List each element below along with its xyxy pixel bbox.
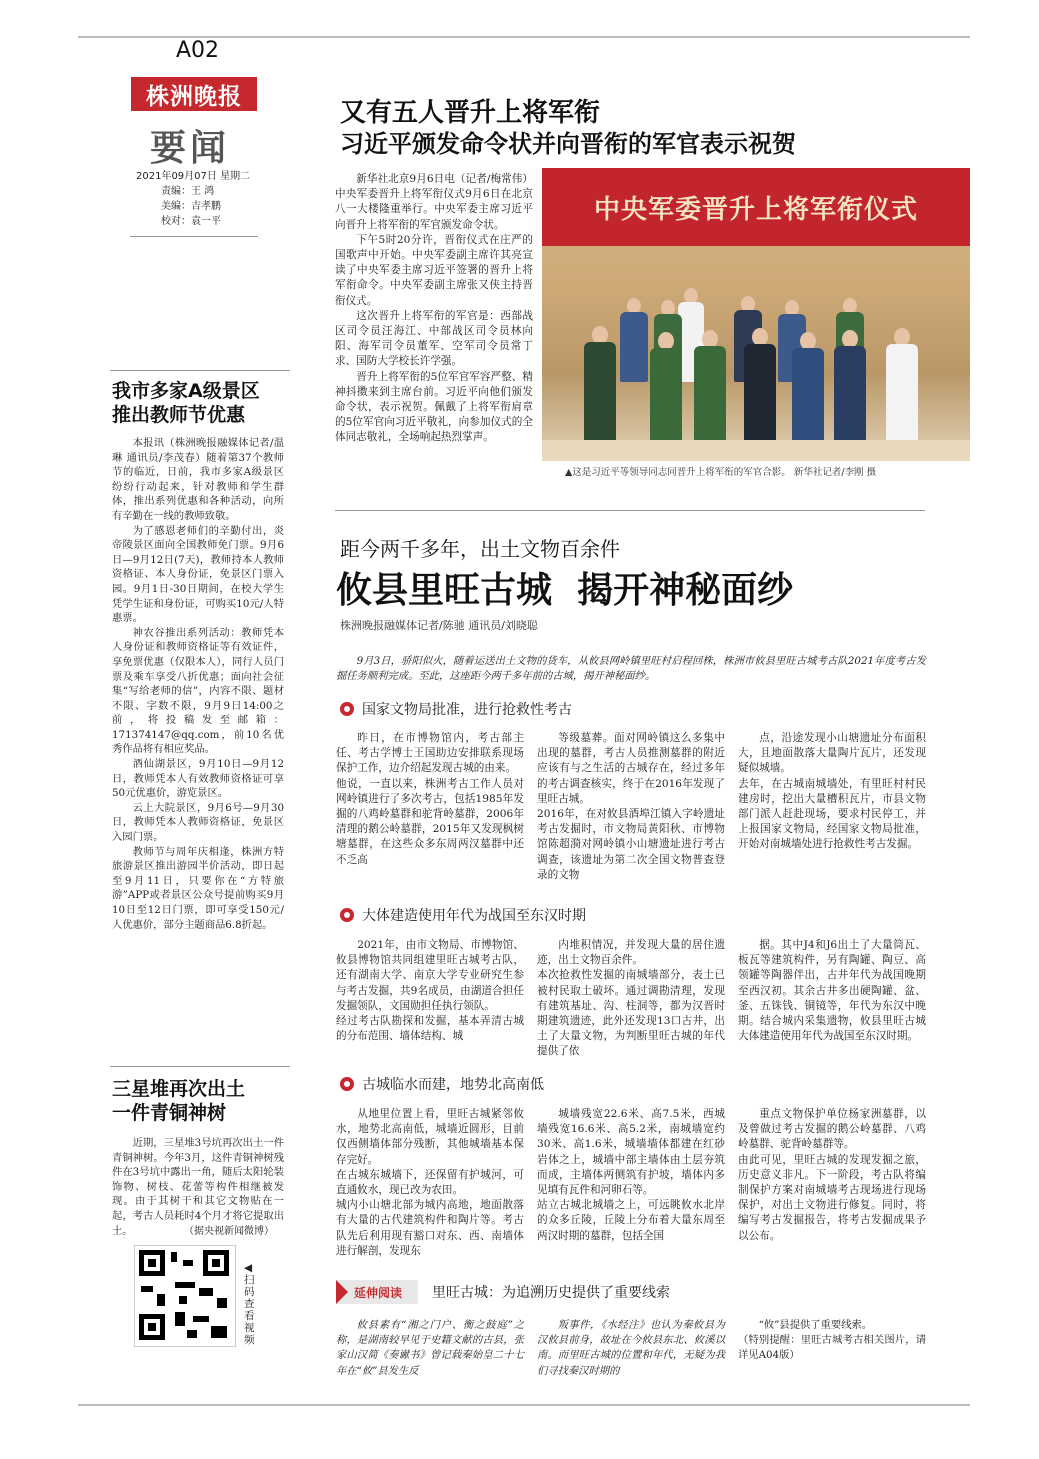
main-title: 攸县里旺古城 揭开神秘面纱	[336, 570, 794, 611]
extended-col1-text: 攸县素有“湘之门户、衡之鼓庭”之称，是湖南较早见于史籍文献的古县，张家山汉简《奏谳书》曾记载秦始皇二十七年在“攸”县发生反	[336, 1319, 524, 1377]
photo-figure	[694, 346, 726, 442]
sidebar1-body	[112, 436, 284, 932]
extended-col2	[537, 1318, 725, 1379]
lead-title-line1: 又有五人晋升上将军衔	[340, 98, 601, 128]
photo-figure	[792, 348, 824, 442]
extended-col3	[738, 1318, 926, 1364]
qr-module	[171, 1252, 177, 1262]
photo-banner-text: 中央军委晋升上将军衔仪式	[593, 194, 918, 225]
section2-heading	[340, 905, 586, 925]
masthead-rule	[130, 236, 258, 237]
section-title: 要闻	[150, 127, 231, 169]
lead-story-body	[335, 172, 533, 446]
qr-module	[193, 1316, 209, 1322]
section-bullet-icon	[340, 908, 354, 922]
lead-separator	[335, 510, 925, 511]
section3-col3	[738, 1107, 926, 1244]
lead-photo	[542, 168, 970, 461]
extended-col2-text: 叛事件，《水经注》也认为秦攸县为汉攸县前身，故址在今攸县东北、攸溪以南。而里旺古城的位置和年代，无疑为我们寻找秦汉时期的	[537, 1319, 725, 1377]
sidebar1-paragraph: 云上大院景区，9月6号—9月30日，教师凭本人教师资格证，免景区入园门票。	[112, 801, 284, 844]
section1-col3	[738, 731, 926, 853]
extended-col1	[336, 1318, 524, 1379]
qr-finder-core	[148, 1259, 156, 1267]
extended-label	[336, 1280, 418, 1304]
section2-col2	[537, 938, 725, 1060]
section1-heading	[340, 699, 572, 719]
sidebar2-title-line1: 三星堆再次出土	[112, 1078, 246, 1100]
photo-floor	[542, 440, 970, 461]
qr-finder-core	[148, 1323, 156, 1331]
qr-hint: ◀扫码查看视频	[244, 1262, 255, 1346]
main-intro-text: 9月3日，骄阳似火，随着运送出土文物的货车，从攸县网岭镇里旺村启程回株，株洲市攸县里旺古城考古队2021年度考古发掘任务顺利完成。至此，这座距今两千多年前的古城，揭开神秘面纱。	[336, 655, 926, 683]
qr-module	[217, 1298, 227, 1308]
section3-heading-text: 古城临水而建，地势北高南低	[362, 1077, 544, 1093]
qr-finder-core	[212, 1259, 220, 1267]
section1-heading-text: 国家文物局批准，进行抢救性考古	[362, 702, 572, 718]
extended-title: 里旺古城：为追溯历史提供了重要线索	[432, 1285, 670, 1301]
page-number: A02	[176, 38, 220, 63]
sidebar2-title-line2: 一件青铜神树	[112, 1102, 227, 1124]
paper-logo	[131, 77, 257, 111]
lead-paragraph: 晋升上将军衔的5位军官军容严整、精神抖擞来到主席台前。习近平向他们颁发命令状，表示祝贺。佩戴了上将军衔肩章的5位军官向习近平敬礼，向参加仪式的全体同志敬礼，全场响起热烈掌声。	[335, 370, 533, 444]
photo-figure	[886, 344, 918, 442]
section1-col1	[336, 731, 524, 868]
extended-arrow-icon	[336, 1280, 348, 1304]
photo-figure	[650, 348, 682, 442]
section2-col3-text: 据。其中J4和J6出土了大量筒瓦、板瓦等建筑构件，另有陶罐、陶豆、高领罐等陶器伴出，古井年代为战国晚期至西汉初。其余古井多出硬陶罐、盆、釜、五铢钱、铜镜等，年代为东汉中晚期。结合城内采集遗物，攸县里旺古城大体建造使用年代为战国至东汉时期。	[738, 939, 926, 1043]
qr-module	[187, 1330, 197, 1338]
qr-module	[175, 1312, 185, 1326]
art-editor-credit: 美编：吉孝鹏	[161, 201, 221, 212]
photo-figure	[584, 342, 616, 442]
photo-caption: ▲这是习近平等领导同志同晋升上将军衔的军官合影。 新华社记者/李刚 摄	[565, 467, 877, 478]
section2-col1	[336, 938, 524, 1044]
section1-col2	[537, 731, 725, 883]
main-byline: 株洲晚报融媒体记者/陈驰 通讯员/刘晓聪	[340, 619, 538, 632]
section2-col1-text: 2021年，由市文物局、市博物馆、攸县博物馆共同组建里旺古城考古队，还有湖南大学、南京大学专业研究生参与考古发掘，共9名成员，由湖道合担任发掘领队，文国勋担任执行领队。 经过考古队勘探和发掘，基本弄清古城的分布范围、墙体结构、城	[336, 939, 524, 1043]
qr-module	[179, 1296, 187, 1304]
photo-figure	[620, 312, 648, 382]
section2-col3	[738, 938, 926, 1044]
section3-col3-text: 重点文物保护单位杨家洲墓群，以及曾做过考古发掘的鹅公岭墓群、八鸡岭墓群、驼背岭墓群等。 由此可见，里旺古城的发现发掘之旅，历史意义非凡。下一阶段，考古队将编制保护方案对南城墙考古现场进行现场保护，对出土文物进行修复。同时，将编写考古发掘报告，将考古发掘成果予以公布。	[738, 1108, 926, 1242]
sidebar1-paragraph: 神农谷推出系列活动：教师凭本人身份证和教师资格证等有效证件，享免票优惠（仅限本人），同行人员门票及乘车享受八折优惠；面向社会征集“写给老师的信”，内容不限、题材不限、字数不限，9月9日14:00之前，将投稿发至邮箱：171374147@qq.com，前10名优秀作品将有相应奖品。	[112, 626, 284, 756]
section3-col2-text: 城墙残宽22.6米、高7.5米，西城墙残宽16.6米、高5.2米，南城墙宽约30米、高1.6米，城墙墙体都建在红砂岩体之上，城墙中部主墙体由土层夯筑而成，主墙体两侧筑有护坡，墙体内多见填有瓦件和河卵石等。 站立古城北城墙之上，可远眺攸水北岸的众多丘陵，丘陵上分布着大量东周至两汉时期的墓群，包括全国	[537, 1108, 725, 1242]
sidebar1-paragraph: 本报讯（株洲晚报融媒体记者/温琳 通讯员/李茂春）随着第37个教师节的临近，日前，我市多家A级景区纷纷行动起来，针对教师和学生群体，推出系列优惠和各种活动，向所有辛勤在一线的教师致敬。	[112, 437, 284, 522]
sidebar1-title-line2: 推出教师节优惠	[112, 404, 246, 426]
extended-label-text: 延伸阅读	[354, 1285, 403, 1300]
lead-paragraph: 下午5时20分许，晋衔仪式在庄严的国歌声中开始。中央军委副主席许其亮宣读了中央军委主席习近平签署的晋升上将军衔命令。中央军委副主席张又侠主持晋衔仪式。	[335, 233, 533, 307]
sidebar1-rule	[110, 370, 290, 371]
lead-title-line2: 习近平颁发命令状并向晋衔的军官表示祝贺	[340, 130, 796, 158]
section1-col2-text: 等级墓葬。面对网岭镇这么多集中出现的墓群，考古人员推测墓群的附近应该有与之生活的古城存在，经过多年的考古调查核实，终于在2016年发现了里旺古城。 2016年，在对攸县酒埠江镇入字岭遗址考古发掘时，市文物局黄阳秋、市博物馆陈超漪对网岭镇小山塘遗址进行考古调查，该遗址为第二次全国文物普查登录的文物	[537, 732, 725, 881]
qr-module	[141, 1286, 153, 1292]
section3-col2	[537, 1107, 725, 1244]
main-kicker: 距今两千多年，出土文物百余件	[340, 537, 620, 561]
extended-col3-text: “攸”县提供了重要线索。 （特别提醒：里旺古城考古相关图片，请详见A04版）	[738, 1319, 926, 1362]
section3-col1	[336, 1107, 524, 1259]
lead-paragraph: 这次晋升上将军衔的军官是：西部战区司令员汪海江、中部战区司令员林向阳、海军司令员董军、空军司令员常丁求、国防大学校长许学强。	[335, 309, 533, 368]
sidebar1-title-line1: 我市多家A级景区	[112, 380, 260, 402]
qr-module	[211, 1326, 227, 1338]
section1-col3-text: 点，沿途发现小山塘遗址分布面积大，且地面散落大量陶片瓦片，还发现疑似城墙。 去年，在古城南城墙处，有里旺村村民建房时，挖出大量槽积瓦片，市县文物部门派人赶赴现场，要求村民停工，并上报国家文物局，经国家文物局批准，开始对南城墙处进行抢救性考古发掘。	[738, 732, 926, 851]
section-bullet-icon	[340, 1077, 354, 1091]
main-intro	[336, 654, 926, 684]
sidebar1-paragraph: 为了感恩老师们的辛勤付出，炎帝陵景区面向全国教师免门票。9月6日—9月12日(7天)，教师持本人教师资格证、本人身份证，免景区门票入园。9月1日-30日期间，在校大学生凭学生证和身份证，可购买10元/人特惠票。	[112, 524, 284, 625]
section3-col1-text: 从地里位置上看，里旺古城紧邻攸水，地势北高南低，城墙近圆形，目前仅西侧墙体部分残断，其他城墙基本保存完好。 在古城东城墙下，还保留有护城河，可直通攸水，现已改为农田。 城内小山塘北部为城内高地，地面散落有大量的古代建筑构件和陶片等。考古队先后利用现有豁口对东、西、南墙体进行解剖，发现东	[336, 1108, 524, 1257]
qr-code[interactable]	[134, 1245, 236, 1347]
editor-credit: 责编：王 鸿	[161, 186, 215, 197]
qr-module	[183, 1260, 193, 1266]
proofreader-credit: 校对：袁一平	[161, 216, 221, 227]
section2-col2-text: 内堆积情况，并发现大量的居住遗迹，出土文物百余件。 本次抢救性发掘的南城墙部分，表土已被村民取土破坏。通过调勘清理，发现有建筑基址、沟、柱洞等，都为汉晋时期建筑遗迹，此外还发现13口古井，出土了大量文物，为判断里旺古城的年代提供了依	[537, 939, 725, 1058]
photo-figure	[744, 344, 776, 442]
sidebar2-source: （据央视新闻微博）	[184, 1226, 274, 1237]
sidebar2-rule	[110, 1066, 290, 1067]
sidebar1-paragraph: 酒仙湖景区，9月10日—9月12日，教师凭本人有效教师资格证可享50元优惠价，游览景区。	[112, 758, 284, 800]
section3-heading	[340, 1074, 544, 1094]
qr-module	[175, 1282, 195, 1288]
photo-banner	[542, 168, 970, 246]
sidebar2-paragraph: 近期，三星堆3号坑再次出土一件青铜神树。今年3月，这件青铜神树残件在3号坑中露出一角，随后太阳轮装饰物、树枝、花蕾等构件相继被发现。由于其树干和其它文物贴在一起，考古人员耗时4个月才将它提取出土。	[112, 1137, 284, 1237]
qr-module	[199, 1288, 213, 1296]
section-bullet-icon	[340, 702, 354, 716]
page-date: 2021年09月07日 星期二	[136, 171, 251, 182]
bottom-rule	[78, 1404, 970, 1406]
lead-paragraph: 新华社北京9月6日电（记者/梅常伟）中央军委晋升上将军衔仪式9月6日在北京八一大楼隆重举行。中央军委主席习近平向晋升上将军衔的军官颁发命令状。	[335, 173, 533, 231]
paper-logo-text: 株洲晚报	[146, 82, 242, 110]
section2-heading-text: 大体建造使用年代为战国至东汉时期	[362, 908, 586, 924]
sidebar1-paragraph: 教师节与周年庆相逢，株洲方特旅游景区推出游园半价活动，即日起至9月11日，只要你在“方特旅游”APP或者景区公众号提前购买9月10日至12日门票，即可享受150元/人优惠价，部分主题商品6.8折起。	[112, 845, 284, 931]
section1-col1-text: 昨日，在市博物馆内，考古部主任、考古学博士王国助边安排联系现场保护工作，边介绍起发现古城的由来。 他说，一直以来，株洲考古工作人员对网岭镇进行了多次考古，包括1985年发掘的八鸡岭墓群和驼背岭墓群，2006年清理的鹅公岭墓群，2015年又发现枫树塘墓群，在这些众多东周两汉墓群中还不乏高	[336, 732, 524, 866]
qr-module	[157, 1294, 165, 1306]
photo-figure	[834, 346, 866, 442]
